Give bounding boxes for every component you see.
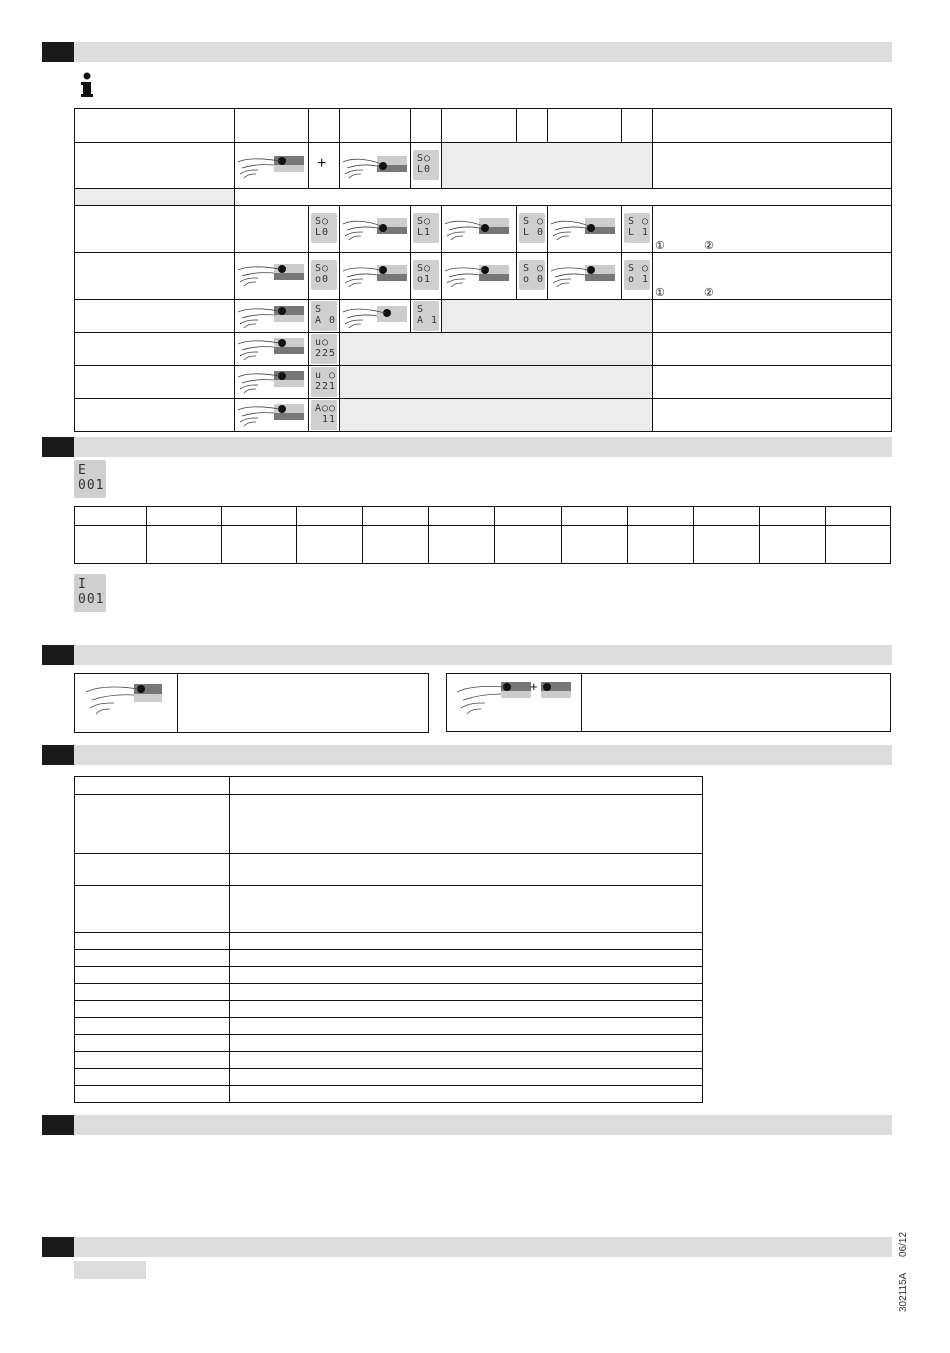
hand-press-icon (236, 334, 306, 364)
lcd-display: u○ 225 (311, 334, 337, 364)
marker-1: ① (655, 240, 665, 252)
table-cell-empty (441, 299, 653, 333)
spec-value-cell (229, 1068, 703, 1086)
error-lcd-display: E 001 (74, 460, 106, 498)
marker-2: ② (704, 240, 714, 252)
spec-value-cell (229, 1017, 703, 1035)
plus-sign: + (530, 679, 538, 694)
spec-value-cell (229, 1051, 703, 1069)
table-header-cell (146, 506, 222, 526)
table-header-cell (621, 108, 653, 143)
hand-press-icon (443, 214, 513, 244)
table-cell (652, 398, 892, 432)
table-cell (652, 332, 892, 366)
table-header-cell (362, 506, 429, 526)
table-subheader-cell (234, 188, 892, 206)
table-cell (825, 525, 891, 564)
hand-press-icon (341, 214, 411, 244)
table-cell (652, 205, 892, 253)
spec-value-cell (229, 776, 703, 795)
spec-value-cell (229, 983, 703, 1001)
table-cell (74, 299, 235, 333)
table-cell-empty (339, 398, 653, 432)
spec-label-cell (74, 885, 230, 933)
table-header-cell (441, 108, 517, 143)
lcd-display: S○ L0 (413, 150, 439, 180)
spec-label-cell (74, 1034, 230, 1052)
table-header-cell (759, 506, 826, 526)
table-header-cell (296, 506, 363, 526)
reset-description-cell (177, 673, 429, 733)
table-cell (234, 205, 309, 253)
table-header-cell (308, 108, 340, 143)
spec-value-cell (229, 932, 703, 950)
lcd-display: S ○ o 1 (624, 260, 650, 290)
table-cell (74, 365, 235, 399)
hand-press-icon (549, 214, 619, 244)
table-cell (296, 525, 363, 564)
button-graphic (541, 682, 571, 699)
hand-press-icon (341, 152, 411, 182)
table-cell (627, 525, 694, 564)
table-header-cell (547, 108, 622, 143)
table-header-cell (516, 108, 548, 143)
table-cell (74, 332, 235, 366)
table-header-cell (339, 108, 411, 143)
table-cell (74, 142, 235, 189)
info-icon (80, 72, 94, 98)
spec-label-cell (74, 1000, 230, 1018)
section-tab (42, 42, 74, 62)
marker-2: ② (704, 287, 714, 299)
spec-label-cell (74, 776, 230, 795)
table-cell-empty (441, 142, 653, 189)
table-header-cell (494, 506, 562, 526)
lcd-display: S ○ L 0 (519, 213, 545, 243)
spec-label-cell (74, 966, 230, 984)
hand-press-icon (236, 400, 306, 430)
spec-value-cell (229, 885, 703, 933)
table-header-cell (825, 506, 891, 526)
table-subheader-cell (74, 188, 235, 206)
lcd-display: S ○ L 1 (624, 213, 650, 243)
gray-label-box (74, 1261, 146, 1279)
section-header-6 (42, 1237, 892, 1257)
plus-sign: + (317, 155, 327, 172)
table-header-cell (74, 506, 147, 526)
table-cell-empty (339, 365, 653, 399)
section-header-5 (42, 1115, 892, 1135)
section-header-1 (42, 42, 892, 62)
section-header-4 (42, 745, 892, 765)
spec-value-cell (229, 1000, 703, 1018)
section-tab (42, 745, 74, 765)
table-header-cell (627, 506, 694, 526)
spec-label-cell (74, 983, 230, 1001)
lcd-display: S A 1 (413, 301, 439, 331)
lcd-display: S○ L1 (413, 213, 439, 243)
table-cell (652, 142, 892, 189)
spec-label-cell (74, 853, 230, 886)
table-cell (561, 525, 628, 564)
spec-label-cell (74, 932, 230, 950)
hand-press-icon (84, 678, 166, 718)
table-cell (221, 525, 297, 564)
table-header-cell (74, 108, 235, 143)
table-header-cell (410, 108, 442, 143)
section-tab (42, 1237, 74, 1257)
table-cell (362, 525, 429, 564)
hand-press-icon (236, 367, 306, 397)
document-code: 302115A (898, 1272, 909, 1312)
table-cell (74, 205, 235, 253)
spec-value-cell (229, 853, 703, 886)
lcd-display: S○ L0 (311, 213, 337, 243)
section-tab (42, 645, 74, 665)
table-cell (652, 252, 892, 300)
spec-value-cell (229, 966, 703, 984)
table-header-cell (561, 506, 628, 526)
spec-label-cell (74, 1085, 230, 1103)
hand-press-icon (236, 152, 306, 182)
section-tab (42, 1115, 74, 1135)
lcd-display: A○○ 11 (311, 400, 337, 430)
lcd-display: S○ o1 (413, 260, 439, 290)
spec-label-cell (74, 1017, 230, 1035)
spec-value-cell (229, 1085, 703, 1103)
hand-press-icon (455, 678, 535, 718)
hand-press-icon (549, 261, 619, 291)
lcd-display: u ○ 221 (311, 367, 337, 397)
section-header-3 (42, 645, 892, 665)
spec-label-cell (74, 794, 230, 854)
section-tab (42, 437, 74, 457)
hand-press-icon (236, 260, 306, 290)
table-cell (652, 365, 892, 399)
table-cell (494, 525, 562, 564)
table-header-cell (652, 108, 892, 143)
table-cell (146, 525, 222, 564)
table-header-cell (234, 108, 309, 143)
spec-value-cell (229, 949, 703, 967)
section-header-2 (42, 437, 892, 457)
hand-press-icon (341, 261, 411, 291)
document-date: 06/12 (898, 1231, 909, 1257)
hand-press-icon (443, 261, 513, 291)
lcd-display: S ○ o 0 (519, 260, 545, 290)
info-lcd-display: I 001 (74, 574, 106, 612)
spec-label-cell (74, 1068, 230, 1086)
lcd-display: S○ o0 (311, 260, 337, 290)
table-cell (652, 299, 892, 333)
table-cell (74, 252, 235, 300)
table-cell (74, 525, 147, 564)
combo-description-cell (581, 673, 891, 732)
spec-value-cell (229, 794, 703, 854)
table-header-cell (221, 506, 297, 526)
table-header-cell (693, 506, 760, 526)
spec-label-cell (74, 949, 230, 967)
table-cell (74, 398, 235, 432)
table-header-cell (428, 506, 495, 526)
hand-press-icon (341, 302, 411, 332)
marker-1: ① (655, 287, 665, 299)
table-cell-empty (339, 332, 653, 366)
spec-label-cell (74, 1051, 230, 1069)
table-cell (693, 525, 760, 564)
table-cell (428, 525, 495, 564)
table-cell (759, 525, 826, 564)
hand-press-icon (236, 302, 306, 332)
lcd-display: S A 0 (311, 301, 337, 331)
spec-value-cell (229, 1034, 703, 1052)
